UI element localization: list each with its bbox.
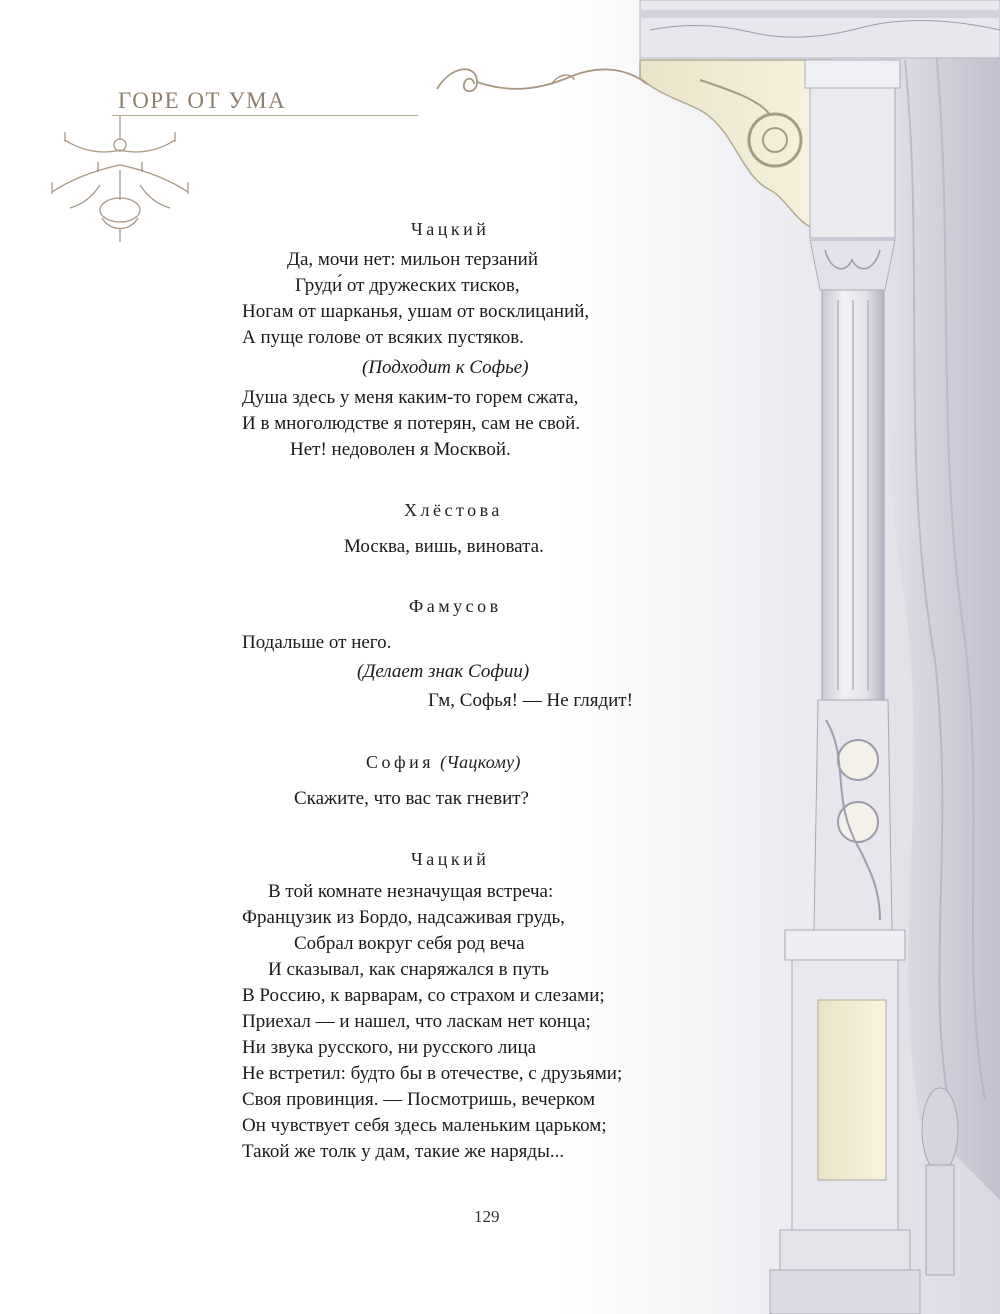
verse-line: Своя провинция. — Посмотришь, вечерком (242, 1089, 596, 1110)
verse-line: Он чувствует себя здесь маленьким царьком; (242, 1115, 607, 1136)
stage-direction: (Чацкому) (440, 752, 521, 772)
page-number: 129 (474, 1207, 500, 1226)
book-title: ГОРЕ ОТ УМА (118, 88, 287, 113)
speaker-name: Фамусов (409, 596, 502, 616)
verse-line: Гм, Софья! — Не глядит! (428, 690, 633, 711)
verse-line: Да, мочи нет: мильон терзаний (287, 249, 538, 270)
speaker-name: Чацкий (411, 219, 490, 239)
stage-direction: (Подходит к Софье) (362, 357, 529, 378)
stage-direction: (Делает знак Софии) (357, 661, 530, 682)
verse-line: Душа здесь у меня каким-то горем сжата, (242, 387, 579, 408)
verse-line: Подальше от него. (242, 632, 392, 653)
speaker-name: Чацкий (411, 849, 490, 869)
chandelier-icon (40, 110, 200, 245)
verse-line: А пуще голове от всяких пустяков. (242, 327, 524, 348)
verse-line: Груди́ от дружеских тисков, (295, 275, 520, 296)
speaker-name: Хлёстова (404, 500, 503, 520)
verse-line: Москва, вишь, виновата. (344, 536, 544, 557)
verse-line: Собрал вокруг себя род веча (294, 933, 525, 954)
verse-line: Приехал — и нашел, что ласкам нет конца; (242, 1011, 591, 1032)
verse-line: Французик из Бордо, надсаживая грудь, (242, 907, 565, 928)
verse-line: Ни звука русского, ни русского лица (242, 1037, 537, 1058)
verse-line: Такой же толк у дам, такие же наряды... (242, 1141, 565, 1162)
swirl-ornament-icon (432, 54, 652, 104)
verse-line: Нет! недоволен я Москвой. (290, 439, 511, 460)
verse-line: Ногам от шарканья, ушам от восклицаний, (242, 301, 590, 322)
verse-line: И сказывал, как снаряжался в путь (268, 959, 549, 980)
speaker-name-text: София (366, 752, 435, 772)
verse-line: В Россию, к варварам, со страхом и слезами; (242, 985, 605, 1006)
verse-line: Скажите, что вас так гневит? (294, 788, 529, 809)
verse-line: И в многолюдстве я потерян, сам не свой. (242, 413, 581, 434)
verse-line: В той комнате незначущая встреча: (268, 881, 554, 902)
speaker-name (366, 752, 521, 773)
verse-line: Не встретил: будто бы в отечестве, с друзьями; (242, 1063, 623, 1084)
